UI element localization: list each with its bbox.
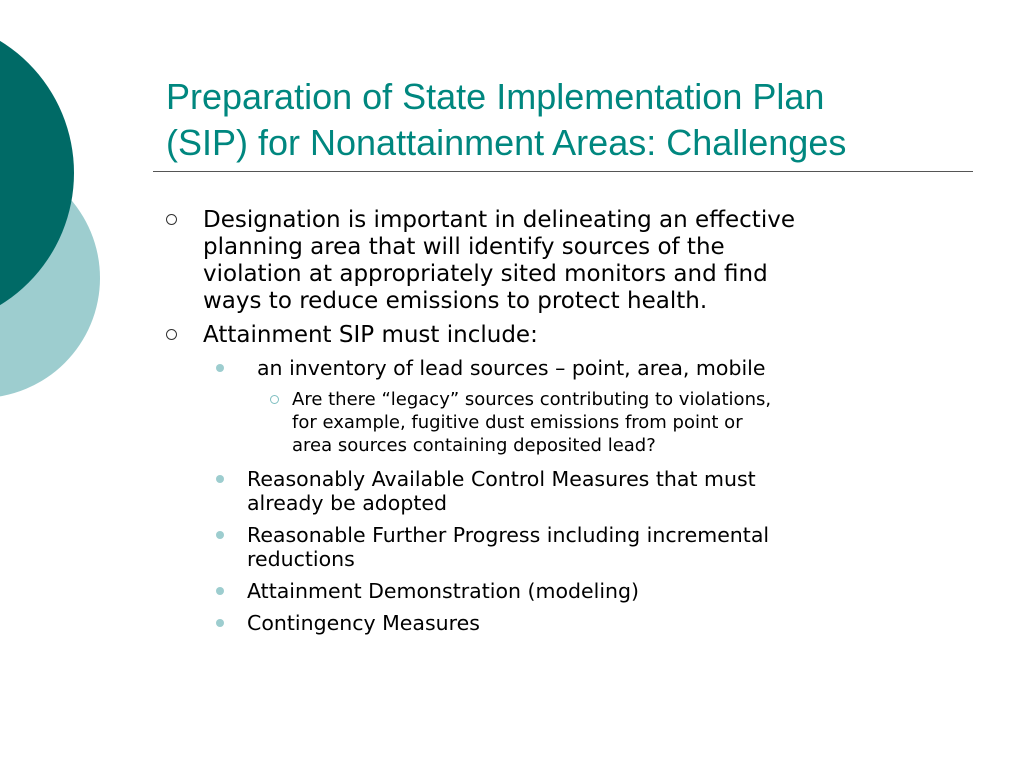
filled-dot-bullet-icon — [216, 475, 224, 483]
sub-list-item — [166, 611, 956, 635]
list-item-line: Reasonable Further Progress including incremental — [247, 523, 770, 547]
list-item-line: Designation is important in delineating an effective — [203, 207, 795, 233]
sub-sub-list-item — [166, 388, 956, 457]
list-item-line: violation at appropriately sited monitors and find — [203, 261, 768, 287]
bullet-list — [166, 207, 956, 643]
list-item-line: Are there “legacy” sources contributing to violations, — [292, 389, 772, 410]
list-item-line: Attainment SIP must include: — [203, 322, 538, 348]
list-item-line: Reasonably Available Control Measures that must — [247, 467, 756, 491]
list-item-line: reductions — [247, 547, 355, 571]
list-item-line: planning area that will identify sources of the — [203, 234, 725, 260]
hollow-circle-bullet-icon — [166, 214, 177, 225]
filled-dot-bullet-icon — [216, 619, 224, 627]
sub-list-item — [166, 467, 956, 515]
filled-dot-bullet-icon — [216, 364, 224, 372]
slide-title-line-1: Preparation of State Implementation Plan — [166, 76, 825, 117]
hollow-circle-bullet-icon — [166, 329, 177, 340]
sub-list-item — [166, 523, 956, 571]
list-item — [166, 322, 956, 349]
slide-title — [166, 74, 986, 166]
list-item-line: area sources containing deposited lead? — [292, 435, 656, 456]
list-item-line: already be adopted — [247, 491, 448, 515]
list-item-line: Attainment Demonstration (modeling) — [247, 579, 640, 603]
sub-list-item — [166, 356, 956, 380]
small-hollow-circle-bullet-icon — [270, 395, 279, 404]
list-item — [166, 207, 956, 315]
sub-list-item — [166, 579, 956, 603]
list-item-line: Contingency Measures — [247, 611, 480, 635]
filled-dot-bullet-icon — [216, 587, 224, 595]
list-item-line: an inventory of lead sources – point, area, mobile — [257, 356, 766, 380]
filled-dot-bullet-icon — [216, 531, 224, 539]
list-item-line: for example, fugitive dust emissions from point or — [292, 412, 743, 433]
slide-title-line-2: (SIP) for Nonattainment Areas: Challenges — [166, 122, 847, 163]
list-item-line: ways to reduce emissions to protect health. — [203, 288, 708, 314]
title-divider — [153, 171, 973, 172]
